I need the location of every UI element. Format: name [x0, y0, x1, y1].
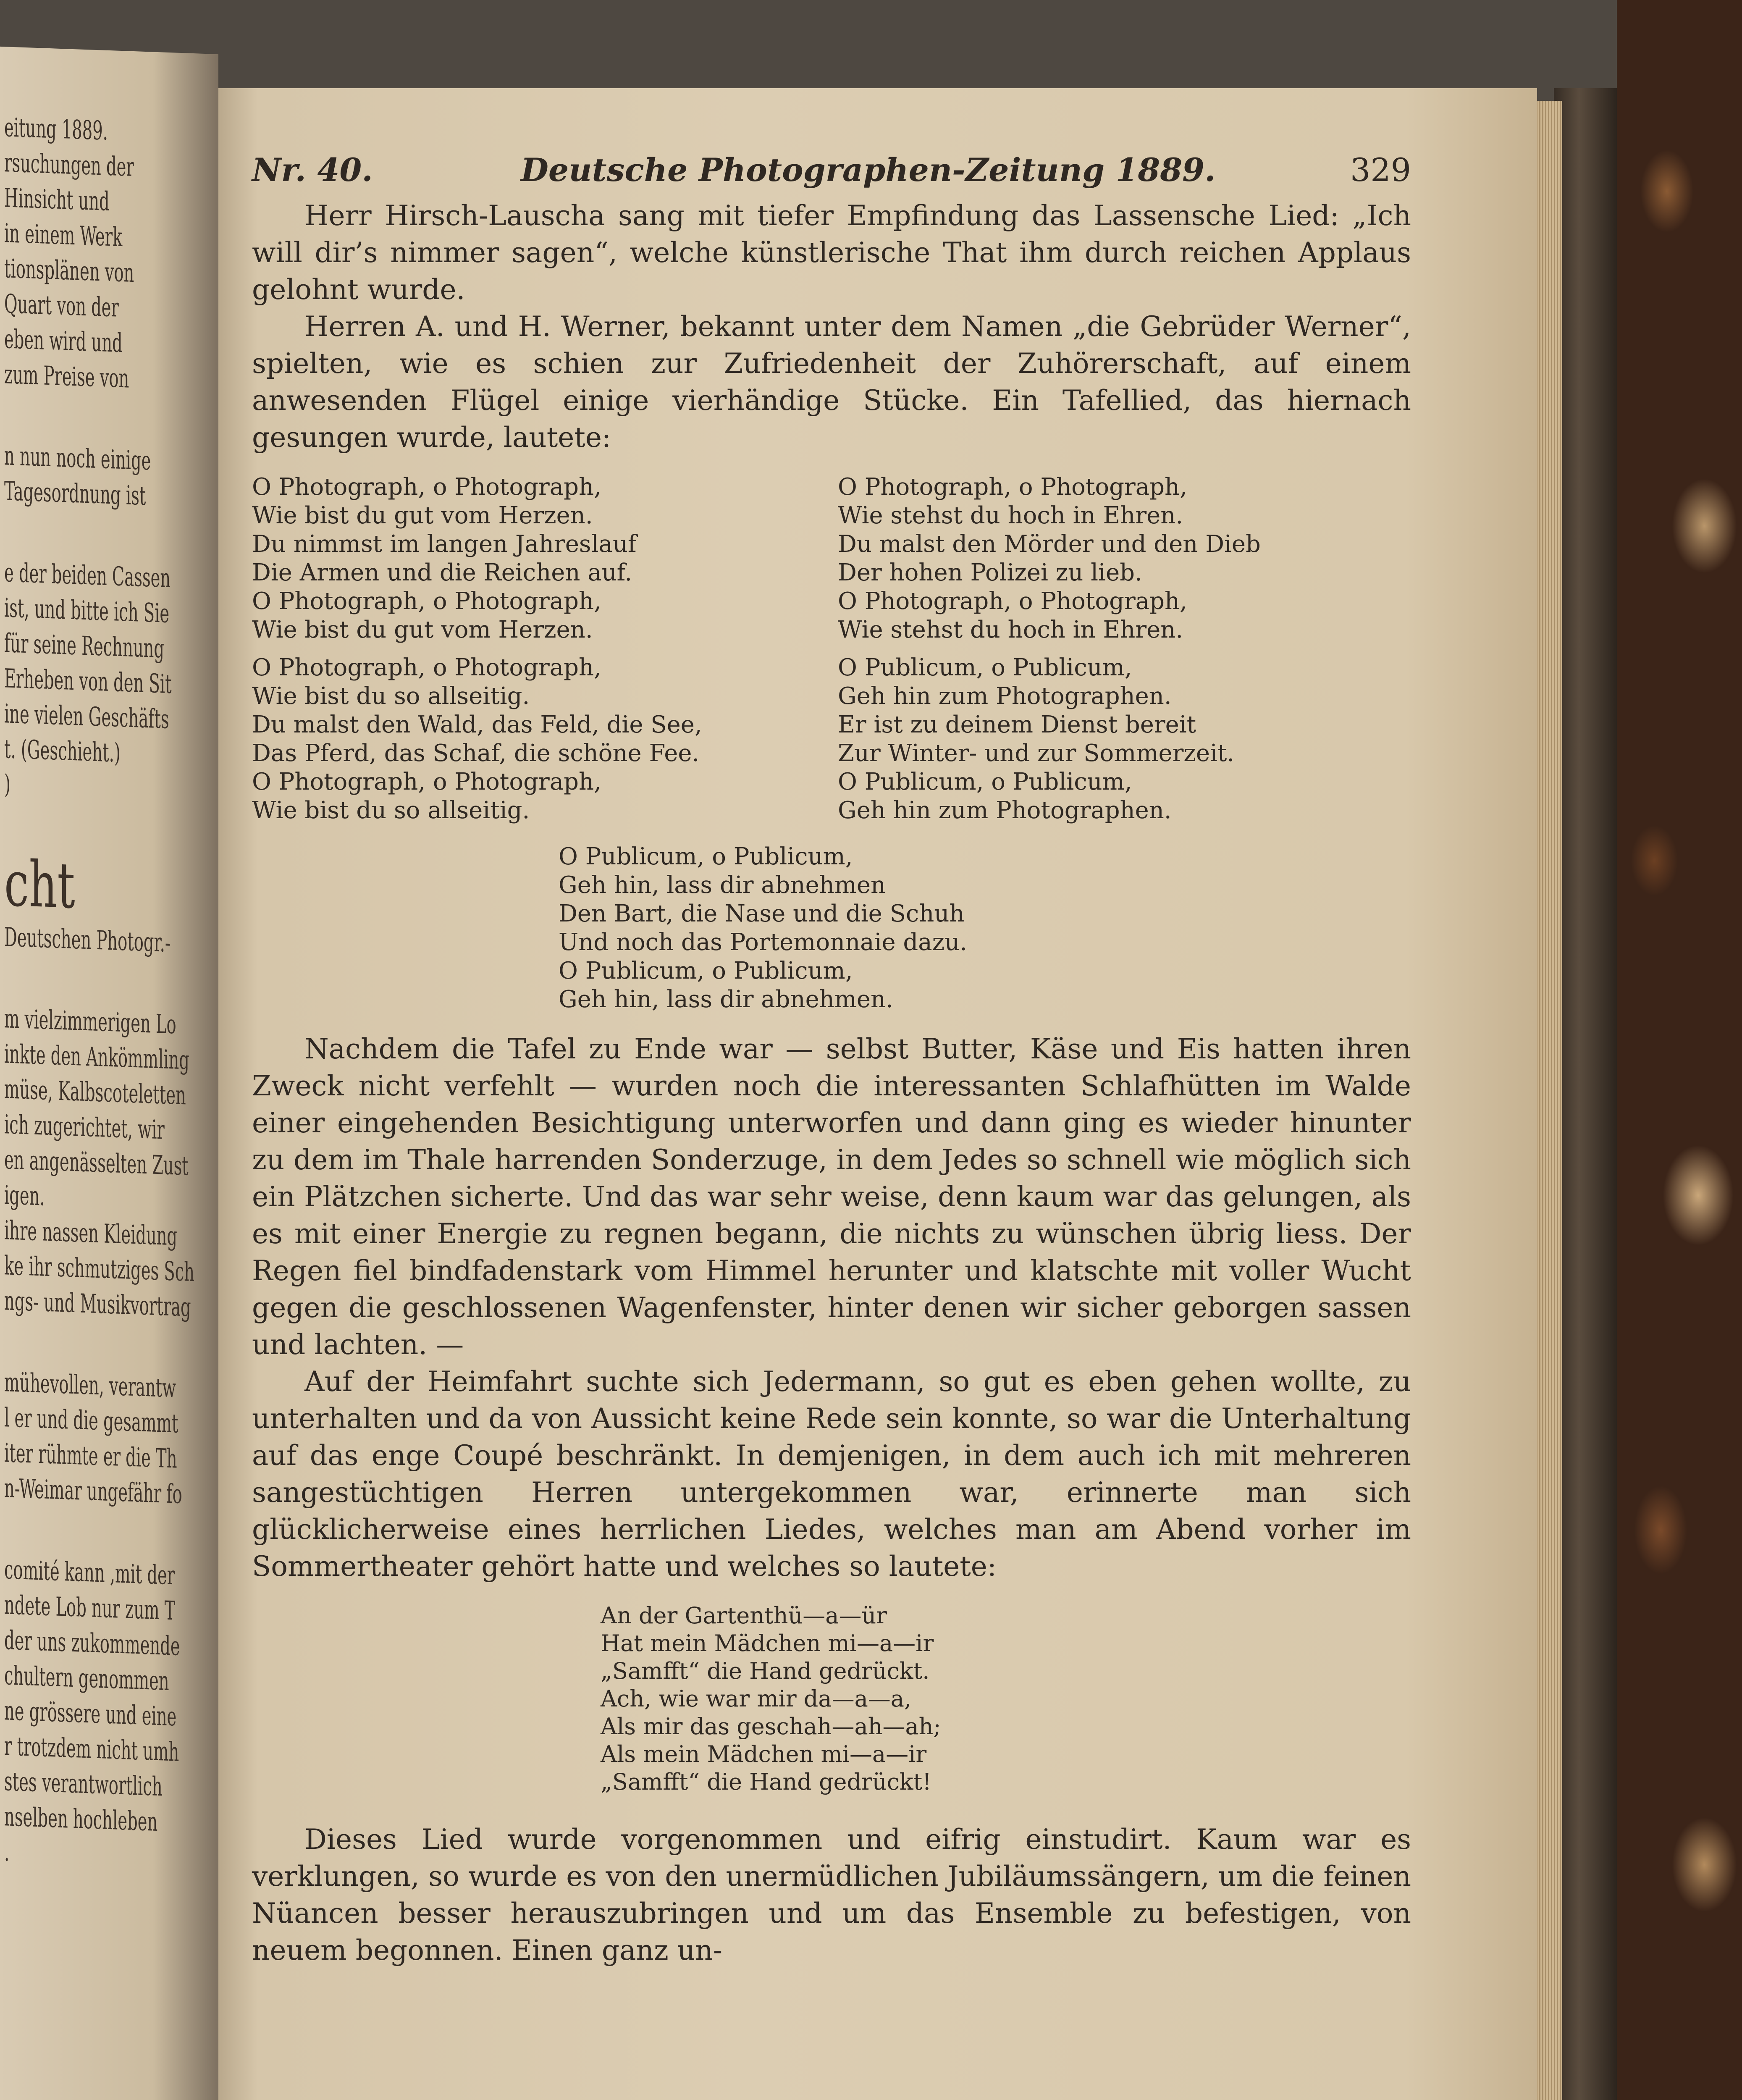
verse-line: Wie bist du gut vom Herzen. [252, 616, 593, 643]
running-header [252, 151, 1411, 197]
left-page-line: der uns zukommende [4, 1625, 180, 1662]
verse-line: Wie stehst du hoch in Ehren. [838, 502, 1183, 529]
left-page-line: Tagesordnung ist [4, 475, 146, 512]
left-page-line: tionsplänen von [4, 253, 134, 289]
verse-line: O Photograph, o Photograph, [252, 654, 601, 681]
left-page-line: mühevollen, verantw [4, 1367, 176, 1404]
page-content [252, 151, 1411, 1969]
verse-line: Du nimmst im langen Jahreslauf [252, 530, 637, 558]
verse-line: Ach, wie war mir da—a—a, [601, 1685, 912, 1712]
left-page-line: en angenässelten Zust [4, 1144, 189, 1181]
left-page-line: in einem Werk [4, 218, 123, 253]
left-page-line: müse, Kalbscoteletten [4, 1074, 186, 1111]
paragraph: Nachdem die Tafel zu Ende war — selbst Butter, Käse und Eis hatten ihren Zweck nicht verfehlt — wurden noch die interessanten Schlafhütten im Walde einer eingehenden Besichtigung unterworfen und dann ging es wieder hinunter zu dem im Thale harrenden Sonderzuge, in dem Jedes so schnell wie möglich sich ein Plätzchen sicherte. Und das war sehr weise, denn kaum war das gelungen, als es mit einer Energie zu regnen begann, die nichts zu wünschen übrig liess. Der Regen fiel bindfadenstark vom Himmel herunter und klatschte mit voller Wucht gegen die geschlossenen Wagenfenster, hinter denen wir sicher geborgen sassen und lachten. — [252, 1033, 1411, 1361]
journal-title: Deutsche Photographen-Zeitung 1889. [521, 151, 1216, 189]
verse-line: O Photograph, o Photograph, [252, 473, 601, 501]
left-page-line: ) [4, 769, 11, 800]
paragraph: Auf der Heimfahrt suchte sich Jedermann, so gut es eben gehen wollte, zu unterhalten und da von Aussicht keine Rede sein konnte, so war die Unterhaltung auf das enge Coupé beschränkt. In demjenigen, in dem auch ich mit mehreren sangestüchtigen Herren untergekommen war, erinnerte man sich glücklicherweise eines herrlichen Liedes, welches man am Abend vorher im Sommertheater gehört hatte und welches so lautete: [252, 1365, 1411, 1583]
left-page-line: iter rühmte er die Th [4, 1437, 177, 1474]
verse-line: O Photograph, o Photograph, [838, 473, 1187, 501]
verse-line: Zur Winter- und zur Sommerzeit. [838, 740, 1235, 767]
verse-line: Und noch das Portemonnaie dazu. [559, 929, 968, 956]
verse-line: Geh hin, lass dir abnehmen. [559, 986, 893, 1013]
song-verse [601, 1602, 1411, 1796]
left-page-line: ist, und bitte ich Sie [4, 592, 170, 629]
left-page-line: ich zugerichtet, wir [4, 1109, 165, 1145]
left-page-line: e der beiden Cassen [4, 557, 171, 594]
left-page-line: Erheben von den Sit [4, 663, 172, 700]
issue-number: Nr. 40. [252, 151, 373, 189]
left-page-line: ine vielen Geschäfts [4, 698, 169, 735]
left-page-line: m vielzimmerigen Lo [4, 1003, 176, 1040]
paragraph: Herren A. und H. Werner, bekannt unter dem Namen „die Gebrüder Werner“, spielten, wie es schien zur Zufriedenheit der Zuhörerschaft, auf einem anwesenden Flügel einige vierhändige Stücke. Ein Tafellied, das hiernach gesungen wurde, lautete: [252, 310, 1411, 454]
left-page-line: Quart von der [4, 288, 119, 323]
left-page-line: r trotzdem nicht umh [4, 1730, 179, 1767]
verse-line: Geh hin, lass dir abnehmen [559, 872, 886, 899]
verse-line: Geh hin zum Photographen. [838, 797, 1172, 824]
left-page-line: Deutschen Photogr.- [4, 921, 171, 958]
verse-line: Als mir das geschah—ah—ah; [601, 1713, 941, 1740]
left-page-line: eben wird und [4, 323, 123, 359]
book-binding [1554, 88, 1617, 2100]
tafellied-columns [252, 473, 1411, 843]
paragraph: Herr Hirsch-Lauscha sang mit tiefer Empfindung das Lassensche Lied: „Ich will dir’s nimmer sagen“, welche künstlerische That ihm durch reichen Applaus gelohnt wurde. [252, 200, 1411, 306]
verse-line: O Publicum, o Publicum, [559, 843, 853, 870]
left-facing-page [0, 47, 218, 2100]
left-page-line: n-Weimar ungefähr fo [4, 1473, 182, 1510]
left-page-line: eitung 1889. [4, 112, 108, 146]
verse-line: O Photograph, o Photograph, [838, 588, 1187, 615]
verse-line: Du malst den Mörder und den Dieb [838, 530, 1261, 558]
verse-line: „Samfft“ die Hand gedrückt. [601, 1658, 930, 1684]
verse-line: Hat mein Mädchen mi—a—ir [601, 1630, 934, 1656]
left-page-line: l er und die gesammt [4, 1402, 178, 1439]
left-page-line [4, 802, 134, 853]
verse-line: Die Armen und die Reichen auf. [252, 559, 632, 586]
verse-line: O Publicum, o Publicum, [559, 957, 853, 984]
stanza [252, 473, 702, 644]
left-page-line [4, 392, 134, 443]
verse-column-right [838, 473, 1261, 834]
verse-line: Das Pferd, das Schaf, die schöne Fee. [252, 740, 700, 767]
left-page-line: Hinsicht und [4, 182, 110, 217]
left-page-line [4, 509, 134, 559]
left-page-line: cht [4, 847, 75, 923]
left-page-line [4, 955, 134, 1005]
left-page-line [4, 1506, 134, 1557]
left-page-line: rsuchungen der [4, 147, 134, 183]
left-page-text [4, 110, 214, 1877]
page-number: 329 [1350, 151, 1411, 189]
verse-line: O Publicum, o Publicum, [838, 768, 1132, 795]
stanza [252, 654, 702, 825]
left-page-line: zum Preise von [4, 359, 129, 394]
verse-line: Wie bist du so allseitig. [252, 682, 530, 710]
stanza [838, 654, 1261, 825]
marbled-edge [1617, 0, 1742, 2100]
verse-center-stanza [559, 843, 1411, 1014]
verse-line: „Samfft“ die Hand gedrückt! [601, 1769, 932, 1795]
left-page-line: inkte den Ankömmling [4, 1038, 189, 1076]
verse-line: O Photograph, o Photograph, [252, 768, 601, 795]
verse-line: Er ist zu deinem Dienst bereit [838, 711, 1196, 738]
left-page-line: igen. [4, 1179, 45, 1212]
left-page-line: comité kann ,mit der [4, 1554, 175, 1591]
left-page-line: n nun noch einige [4, 440, 151, 476]
left-page-line: stes verantwortlich [4, 1766, 163, 1802]
left-page-line: ne grössere und eine [4, 1695, 177, 1732]
verse-line: Als mein Mädchen mi—a—ir [601, 1741, 927, 1767]
left-page-line: . [4, 1836, 10, 1867]
left-page-line: nselben hochleben [4, 1801, 158, 1838]
verse-line: Du malst den Wald, das Feld, die See, [252, 711, 702, 738]
left-page-line: ke ihr schmutziges Sch [4, 1250, 195, 1288]
verse-line: Wie bist du so allseitig. [252, 797, 530, 824]
verse-column-left [252, 473, 702, 834]
verse-line: O Publicum, o Publicum, [838, 654, 1132, 681]
verse-line: O Photograph, o Photograph, [252, 588, 601, 615]
left-page-line: ngs- und Musikvortrag [4, 1285, 191, 1323]
left-page-line: ihre nassen Kleidung [4, 1215, 178, 1252]
left-page-line: für seine Rechnung [4, 627, 164, 664]
paragraph: Dieses Lied wurde vorgenommen und eifrig einstudirt. Kaum war es verklungen, so wurde es von den unermüdlichen Jubiläumssängern, um die feinen Nüancen besser herauszubringen und um das Ensemble zu befestigen, von neuem begonnen. Einen ganz un- [252, 1823, 1411, 1966]
stanza [838, 473, 1261, 644]
verse-line: Wie stehst du hoch in Ehren. [838, 616, 1183, 643]
document-page [218, 88, 1537, 2100]
verse-line: Der hohen Polizei zu lieb. [838, 559, 1142, 586]
left-page-line [4, 1318, 134, 1369]
verse-line: An der Gartenthü—a—ür [601, 1602, 887, 1629]
verse-line: Geh hin zum Photographen. [838, 682, 1172, 710]
left-page-line: chultern genommen [4, 1660, 169, 1696]
verse-line: Wie bist du gut vom Herzen. [252, 502, 593, 529]
verse-line: Den Bart, die Nase und die Schuh [559, 900, 965, 927]
left-page-line: t. (Geschieht.) [4, 733, 121, 768]
left-page-line: ndete Lob nur zum T [4, 1589, 176, 1626]
